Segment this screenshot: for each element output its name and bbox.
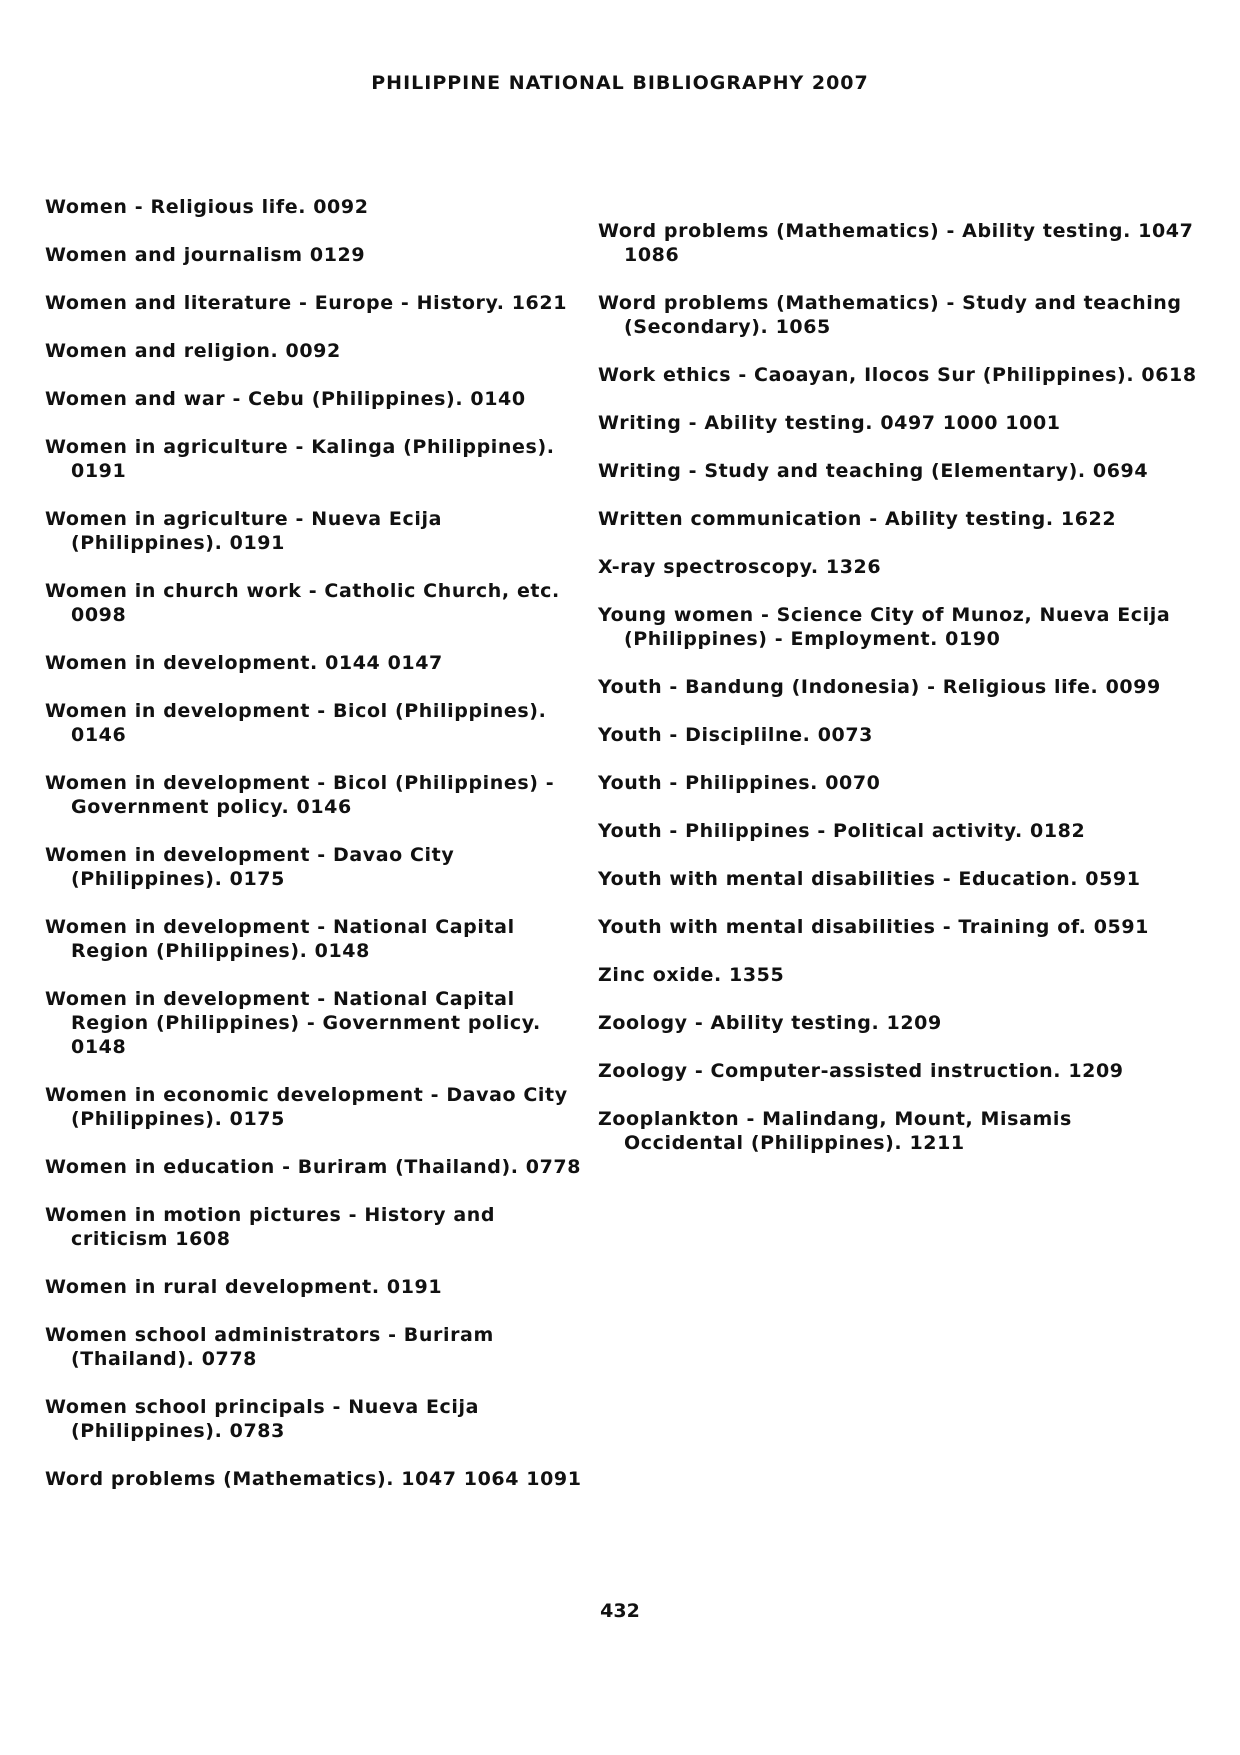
index-entry (45, 435, 590, 483)
index-entry-numbers: 1355 (729, 964, 785, 986)
index-entry-numbers: 0591 (1085, 868, 1141, 890)
index-entry-numbers: 0694 (1092, 460, 1149, 482)
index-entry-heading: Women in development - Bicol (Philippines). (45, 700, 547, 722)
index-entry-heading: Word problems (Mathematics) - Ability testing. (598, 220, 1131, 242)
index-entry (598, 915, 1198, 939)
index-entry (598, 363, 1198, 387)
index-entry (598, 1059, 1198, 1083)
index-entry (598, 1107, 1198, 1155)
index-entry-numbers: 0778 (525, 1156, 582, 1178)
index-entry (45, 987, 590, 1059)
index-entry-heading: Women in motion pictures - History and criticism (45, 1204, 496, 1250)
index-entry-numbers: 0497 1000 1001 (880, 412, 1061, 434)
index-entry-numbers: 0144 0147 (325, 652, 443, 674)
index-entry-heading: Writing - Study and teaching (Elementary). (598, 460, 1086, 482)
index-entry-heading: Women in economic development - Davao City (Philippines). (45, 1084, 568, 1130)
index-entry-heading: Women and literature - Europe - History. (45, 292, 505, 314)
index-entry-numbers: 0148 (71, 1036, 127, 1058)
index-entry-numbers: 1326 (825, 556, 882, 578)
index-entry-numbers: 0778 (201, 1348, 257, 1370)
index-entry (45, 1203, 590, 1251)
index-entry (598, 819, 1198, 843)
index-entry-numbers: 0783 (229, 1420, 285, 1442)
index-entry-heading: Youth - Philippines. (598, 772, 818, 794)
index-entry-heading: Writing - Ability testing. (598, 412, 874, 434)
index-entry-numbers: 0175 (229, 1108, 285, 1130)
index-entry-numbers: 1209 (1068, 1060, 1124, 1082)
index-entry-numbers: 0148 (314, 940, 370, 962)
index-entry-heading: Youth with mental disabilities - Training of. (598, 916, 1087, 938)
index-entry (45, 387, 590, 411)
index-entry-numbers: 0146 (71, 724, 127, 746)
index-entry (598, 459, 1198, 483)
index-entry-heading: Women in agriculture - Kalinga (Philippines). (45, 436, 555, 458)
page-number: 432 (600, 1600, 640, 1622)
index-column-right (598, 219, 1198, 1179)
index-entry-numbers: 0070 (825, 772, 881, 794)
index-entry-numbers: 0191 (71, 460, 127, 482)
index-entry-numbers: 0092 (285, 340, 341, 362)
index-entry-numbers: 0190 (945, 628, 1001, 650)
index-entry-heading: Women in development - National Capital Region (Philippines). (45, 916, 515, 962)
index-entry-heading: Zooplankton - Malindang, Mount, Misamis Occidental (Philippines). (598, 1108, 1072, 1154)
index-entry-heading: Women and religion. (45, 340, 279, 362)
index-entry-numbers: 0175 (229, 868, 285, 890)
index-entry-numbers: 1065 (775, 316, 831, 338)
index-entry-heading: Zoology - Computer-assisted instruction. (598, 1060, 1062, 1082)
index-column-left (45, 195, 590, 1515)
index-entry (598, 507, 1198, 531)
index-entry-numbers: 1047 1086 (624, 220, 1194, 266)
index-entry (598, 411, 1198, 435)
index-entry (598, 219, 1198, 267)
index-entry-numbers: 1047 1064 1091 (401, 1468, 582, 1490)
index-entry (45, 699, 590, 747)
index-entry-numbers: 0092 (313, 196, 369, 218)
index-entry (45, 507, 590, 555)
index-entry (45, 843, 590, 891)
index-entry-heading: Women in development - Bicol (Philippines) - Government policy. (45, 772, 555, 818)
index-entry-numbers: 0098 (71, 604, 127, 626)
index-entry (45, 1155, 590, 1179)
index-entry (45, 1467, 590, 1491)
index-entry (598, 291, 1198, 339)
index-entry (45, 243, 590, 267)
index-entry (45, 915, 590, 963)
index-entry (45, 579, 590, 627)
index-entry (598, 555, 1198, 579)
index-entry-heading: Young women - Science City of Munoz, Nueva Ecija (Philippines) - Employment. (598, 604, 1171, 650)
index-entry-heading: Women in development - National Capital Region (Philippines) - Government policy. (45, 988, 541, 1034)
index-entry-numbers: 0099 (1105, 676, 1161, 698)
index-entry-heading: Word problems (Mathematics). (45, 1468, 395, 1490)
index-entry-numbers: 0591 (1093, 916, 1149, 938)
index-entry-numbers: 0140 (470, 388, 526, 410)
index-entry-numbers: 0129 (309, 244, 366, 266)
index-entry-heading: Women in education - Buriram (Thailand). (45, 1156, 519, 1178)
index-entry (45, 339, 590, 363)
index-entry (598, 867, 1198, 891)
index-entry (598, 1011, 1198, 1035)
index-entry-numbers: 0191 (386, 1276, 443, 1298)
index-entry-heading: Women school administrators - Buriram (Thailand). (45, 1324, 494, 1370)
index-entry (45, 195, 590, 219)
index-entry-heading: Women school principals - Nueva Ecija (Philippines). (45, 1396, 480, 1442)
index-entry-heading: Word problems (Mathematics) - Study and teaching (Secondary). (598, 292, 1182, 338)
index-entry-heading: Women in agriculture - Nueva Ecija (Philippines). (45, 508, 443, 554)
index-entry (45, 1275, 590, 1299)
index-entry (45, 291, 590, 315)
page-title: PHILIPPINE NATIONAL BIBLIOGRAPHY 2007 (371, 72, 869, 94)
index-entry-heading: Youth - Bandung (Indonesia) - Religious life. (598, 676, 1099, 698)
index-entry-heading: Women in development - Davao City (Philippines). (45, 844, 455, 890)
index-entry (45, 771, 590, 819)
index-entry-numbers: 1621 (511, 292, 568, 314)
index-entry-heading: Women in church work - Catholic Church, etc. (45, 580, 560, 602)
index-entry-heading: Youth - Disciplilne. (598, 724, 811, 746)
index-entry (45, 1083, 590, 1131)
index-entry-heading: Zinc oxide. (598, 964, 722, 986)
index-entry-heading: Written communication - Ability testing. (598, 508, 1054, 530)
index-entry-numbers: 1209 (886, 1012, 942, 1034)
index-entry (45, 1323, 590, 1371)
index-entry-heading: Women and journalism (45, 244, 303, 266)
index-entry-heading: Women in development. (45, 652, 318, 674)
index-entry-numbers: 0073 (817, 724, 873, 746)
index-entry-heading: Women and war - Cebu (Philippines). (45, 388, 464, 410)
index-entry-heading: X-ray spectroscopy. (598, 556, 819, 578)
index-entry-numbers: 1608 (175, 1228, 231, 1250)
index-entry-heading: Youth with mental disabilities - Education. (598, 868, 1079, 890)
index-entry-heading: Women in rural development. (45, 1276, 380, 1298)
index-entry (45, 651, 590, 675)
index-entry-heading: Youth - Philippines - Political activity. (598, 820, 1023, 842)
index-entry (598, 675, 1198, 699)
index-entry-numbers: 0618 (1141, 364, 1197, 386)
index-entry (598, 723, 1198, 747)
index-entry (598, 603, 1198, 651)
index-entry (598, 963, 1198, 987)
index-entry-heading: Women - Religious life. (45, 196, 307, 218)
index-entry-numbers: 0146 (296, 796, 352, 818)
index-entry-heading: Work ethics - Caoayan, Ilocos Sur (Philippines). (598, 364, 1135, 386)
index-entry-numbers: 0182 (1030, 820, 1086, 842)
index-entry-numbers: 1211 (909, 1132, 965, 1154)
index-entry-numbers: 1622 (1060, 508, 1117, 530)
index-entry-heading: Zoology - Ability testing. (598, 1012, 880, 1034)
index-entry-numbers: 0191 (229, 532, 285, 554)
index-entry (598, 771, 1198, 795)
index-entry (45, 1395, 590, 1443)
